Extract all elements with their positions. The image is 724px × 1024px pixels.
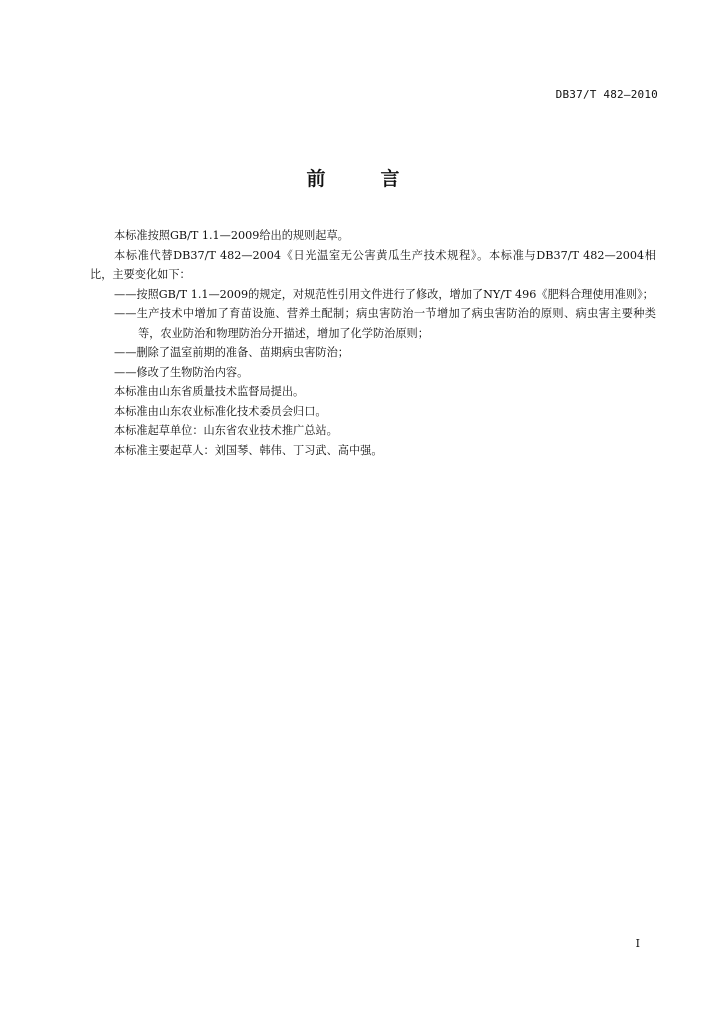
paragraph-drafting-rule: 本标准按照GB/T 1.1—2009给出的规则起草。 [114,229,349,242]
paragraph-drafting-unit: 本标准起草单位：山东省农业技术推广总站。 [114,424,338,437]
paragraph-committee: 本标准由山东农业标准化技术委员会归口。 [114,404,327,418]
paragraph-replacement-note: 本标准代替DB37/T 482—2004《日光温室无公害黄瓜生产技术规程》。本标准与DB37/T 482—2004相比，主要变化如下： [90,248,656,281]
change-item-references: ——按照GB/T 1.1—2009的规定，对规范性引用文件进行了修改，增加了NY/T 496《肥料合理使用准则》； [114,287,654,301]
foreword-content [90,226,656,460]
document-code: DB37/T 482—2010 [555,88,658,101]
page-number: I [635,937,640,950]
change-item-deletions: ——删除了温室前期的准备、苗期病虫害防治； [114,346,349,359]
paragraph-drafters: 本标准主要起草人：刘国琴、韩伟、丁习武、高中强。 [114,443,383,457]
page-title: 前 言 [306,168,418,190]
change-item-production: ——生产技术中增加了育苗设施、营养土配制；病虫害防治一节增加了病虫害防治的原则、病虫害主要种类等，农业防治和物理防治分开描述，增加了化学防治原则； [114,307,656,340]
change-item-biological-control: ——修改了生物防治内容。 [114,365,249,379]
paragraph-proposer: 本标准由山东省质量技术监督局提出。 [114,385,305,398]
